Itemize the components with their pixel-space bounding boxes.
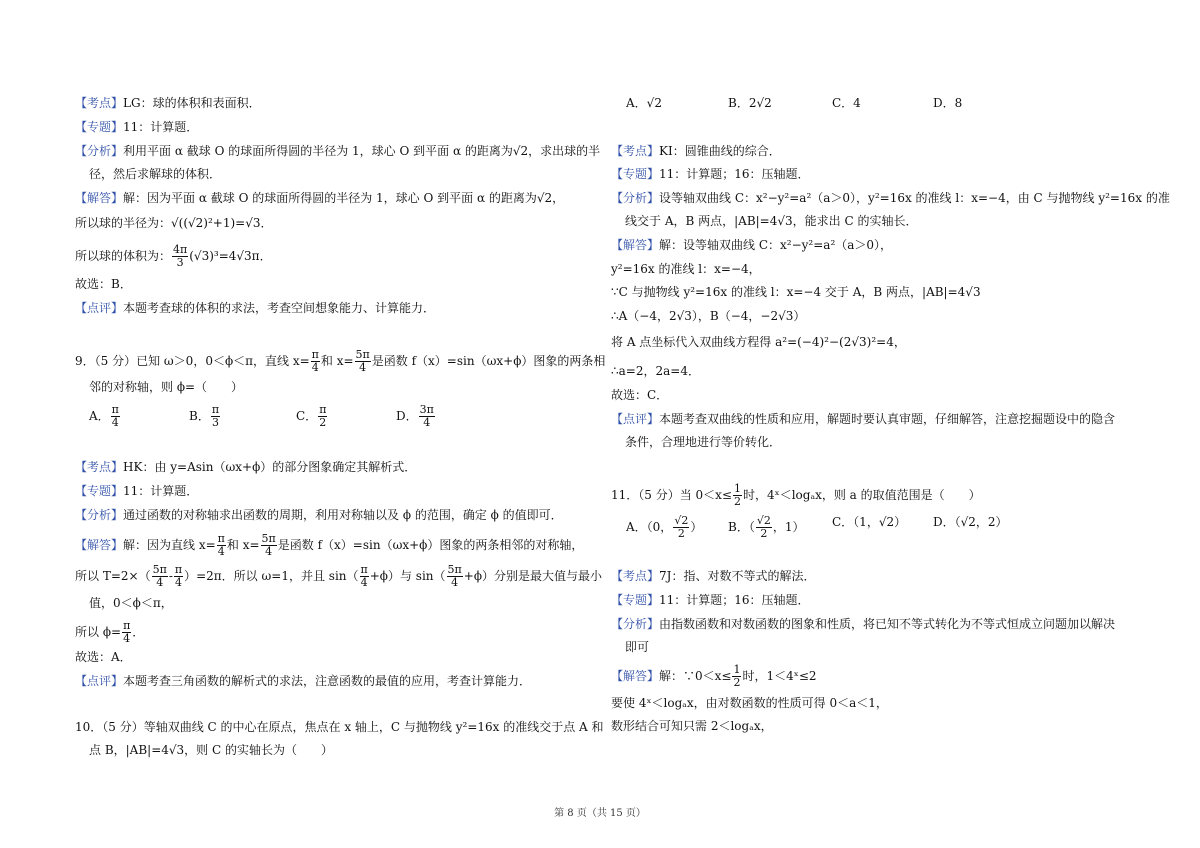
q10-jieda-3: ∵C 与抛物线 y²=16x 的准线 l：x=−4 交于 A，B 两点，|AB|=4√3 [611,285,981,299]
q11-jieda: 【解答】解：∵0＜x≤ $\frac{1}{2}$ 时，1＜4ˣ≤2 [611,663,817,689]
fraction: $\frac{5\pi}{4}$ [355,348,370,374]
q10-option-a: A．√2 [626,96,662,110]
q8-fenxi-2: 径，然后求解球的体积． [89,167,222,181]
q9-option-a: A． $\frac{\pi}{4}$ [89,403,119,429]
q9-fenxi: 【分析】通过函数的对称轴求出函数的周期，利用对称轴以及 ϕ 的范围，确定 ϕ 的值即可． [75,508,563,522]
q11-option-b: B．（ $\frac{√2}{2}$ ，1） [728,514,805,540]
q10-jieda-7: 故选：C． [611,388,669,402]
q9-jieda-2: 所以 T=2×（ $\frac{5\pi}{4}$ - $\frac{\pi}{4}$ ）=2π．所以 ω=1，并且 sin（ $\frac{\pi}{4}$ +ϕ）与 sin（ $\frac{5\pi}{4}$ +ϕ）分别是最大值与最小 [75,563,603,589]
page-footer: 第 8 页（共 15 页） [554,808,646,819]
q9-stem: 9．（5 分）已知 ω＞0，0＜ϕ＜π，直线 x= $\frac{\pi}{4}$ 和 x= $\frac{5\pi}{4}$ 是函数 f（x）=sin（ωx+ϕ）图象的两条相 [75,348,606,374]
q11-kaodian: 【考点】7J：指、对数不等式的解法． [611,569,816,583]
q10-zhuanti: 【专题】11：计算题；16：压轴题． [611,167,810,181]
q9-dianping: 【点评】本题考查三角函数的解析式的求法，注意函数的最值的应用，考查计算能力． [75,674,532,688]
q11-jieda-3: 数形结合可知只需 2＜logₐx， [611,719,773,733]
q9-zhuanti: 【专题】11：计算题． [75,484,199,498]
q9-kaodian: 【考点】HK：由 y=Asin（ωx+ϕ）的部分图象确定其解析式． [75,460,417,474]
q10-dianping-2: 条件，合理地进行等价转化． [625,435,782,449]
q10-fenxi-2: 线交于 A，B 两点，|AB|=4√3，能求出 C 的实轴长． [625,214,918,228]
fraction: $\frac{\pi}{4}$ [311,348,319,374]
q10-dianping: 【点评】本题考查双曲线的性质和应用，解题时要认真审题，仔细解答，注意挖掘题设中的隐含 [611,412,1116,426]
fraction: $\frac{4\pi}{3}$ [173,243,188,269]
q10-jieda-6: ∴a=2，2a=4． [611,364,700,378]
q9-stem-2: 邻的对称轴，则 ϕ=（ ） [89,380,244,394]
q11-jieda-2: 要使 4ˣ＜logₐx，由对数函数的性质可得 0＜a＜1， [611,696,888,710]
q8-jieda-3: 所以球的体积为： $\frac{4\pi}{3}$ (√3)³=4√3π． [75,243,272,269]
q11-stem: 11．（5 分）当 0＜x≤ $\frac{1}{2}$ 时，4ˣ＜logₐx，则 a 的取值范围是（ ） [611,482,981,508]
q9-jieda-4: 所以 ϕ= $\frac{\pi}{4}$ ． [75,619,145,645]
q10-jieda: 【解答】解：设等轴双曲线 C：x²−y²=a²（a＞0）， [611,238,893,252]
q10-jieda-2: y²=16x 的准线 l：x=−4， [611,262,761,276]
q8-jieda-2: 所以球的半径为：√((√2)²+1)=√3． [75,216,273,230]
q10-jieda-5: 将 A 点坐标代入双曲线方程得 a²=(−4)²−(2√3)²=4， [611,335,906,349]
q8-fenxi: 【分析】利用平面 α 截球 O 的球面所得圆的半径为 1，球心 O 到平面 α 的距离为√2，求出球的半 [75,144,601,158]
q10-option-b: B．2√2 [728,96,772,110]
q11-zhuanti: 【专题】11：计算题；16：压轴题． [611,593,810,607]
q11-option-c: C．（1，√2） [832,515,907,529]
q8-jieda-4: 故选：B． [75,277,132,291]
q9-option-d: D． $\frac{3\pi}{4}$ [396,403,434,429]
q10-jieda-4: ∴A（−4，2√3），B（−4，−2√3） [611,309,806,323]
q11-option-d: D．（√2，2） [933,515,1008,529]
q10-stem: 10．（5 分）等轴双曲线 C 的中心在原点，焦点在 x 轴上，C 与抛物线 y²=16x 的准线交于点 A 和 [75,720,604,734]
q9-option-c: C． $\frac{\pi}{2}$ [296,403,327,429]
q10-option-c: C．4 [832,96,861,110]
q11-fenxi-2: 即可 [625,640,650,654]
q8-kaodian: 【考点】LG：球的体积和表面积． [75,96,261,110]
q9-jieda-3: 值，0＜ϕ＜π， [89,596,173,610]
q11-fenxi: 【分析】由指数函数和对数函数的图象和性质，将已知不等式转化为不等式恒成立问题加以解决 [611,617,1116,631]
q10-fenxi: 【分析】设等轴双曲线 C：x²−y²=a²（a＞0），y²=16x 的准线 l：x=−4，由 C 与抛物线 y²=16x 的准 [611,191,1170,205]
q8-jieda: 【解答】解：因为平面 α 截球 O 的球面所得圆的半径为 1，球心 O 到平面 α 的距离为√2， [75,191,565,205]
q9-jieda: 【解答】解：因为直线 x= $\frac{\pi}{4}$ 和 x= $\frac{5\pi}{4}$ 是函数 f（x）=sin（ωx+ϕ）图象的两条相邻的对称轴， [75,532,584,558]
q9-option-b: B． $\frac{\pi}{3}$ [189,403,220,429]
q8-dianping: 【点评】本题考查球的体积的求法，考查空间想象能力、计算能力． [75,301,436,315]
q9-jieda-5: 故选：A． [75,650,132,664]
q10-stem-2: 点 B，|AB|=4√3，则 C 的实轴长为（ ） [89,743,333,757]
q8-zhuanti: 【专题】11：计算题． [75,120,199,134]
q10-option-d: D．8 [933,96,963,110]
q10-kaodian: 【考点】KI：圆锥曲线的综合． [611,144,781,158]
q11-option-a: A．（0， $\frac{√2}{2}$ ） [626,514,703,540]
